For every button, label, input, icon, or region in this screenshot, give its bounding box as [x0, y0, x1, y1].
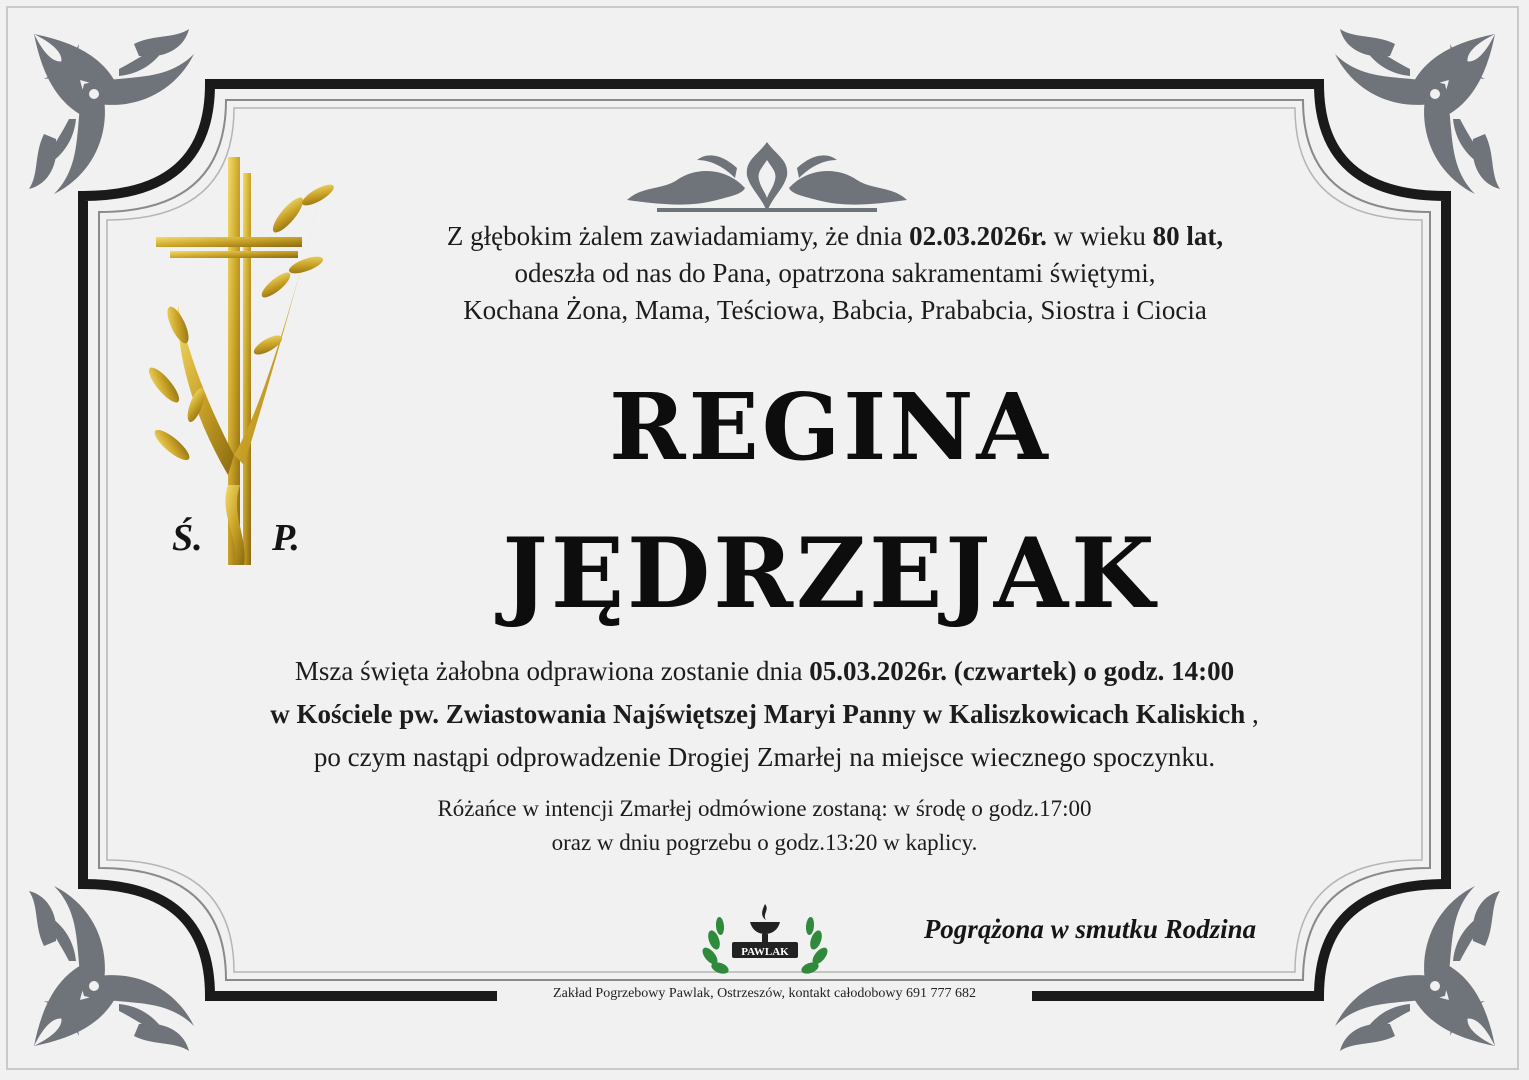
cross-icon — [148, 155, 338, 575]
sp-initial-s: Ś. — [172, 517, 203, 559]
mass-text-part: Msza święta żałobna odprawiona zostanie dnia — [294, 656, 810, 686]
intro-line-1 — [330, 218, 1340, 255]
corner-ornament-icon — [24, 866, 214, 1056]
top-ornament-icon — [617, 138, 917, 218]
rosary-line-2: oraz w dniu pogrzebu o godz.13:20 w kaplicy. — [551, 830, 978, 855]
deceased-last-name: JĘDRZEJAK — [502, 517, 1158, 630]
footer-contact — [497, 986, 1032, 1002]
mass-line-2 — [150, 693, 1379, 736]
funeral-home-logo — [700, 900, 830, 980]
footer-text: Zakład Pogrzebowy Pawlak, Ostrzeszów, kontakt całodobowy 691 777 682 — [543, 986, 986, 1001]
sp-initial-p: P. — [272, 517, 300, 559]
mass-info — [150, 650, 1379, 779]
rosary-info — [250, 792, 1279, 860]
intro-line-2: odeszła od nas do Pana, opatrzona sakramentami świętymi, — [514, 258, 1156, 288]
intro-line-3: Kochana Żona, Mama, Teściowa, Babcia, Prababcia, Siostra i Ciocia — [463, 295, 1207, 325]
corner-ornament-icon — [1315, 866, 1505, 1056]
intro-text — [330, 218, 1340, 329]
mass-text-part: , — [1245, 699, 1259, 729]
death-date: 02.03.2026r. — [909, 221, 1047, 251]
rosary-line-1: Różańce w intencji Zmarłej odmówione zostaną: w środę o godz.17:00 — [437, 796, 1092, 821]
intro-text-part: w wieku — [1046, 221, 1153, 251]
age: 80 lat, — [1152, 221, 1224, 251]
deceased-first-name: REGINA — [609, 373, 1051, 481]
mass-date-time: 05.03.2026r. (czwartek) o godz. 14:00 — [809, 656, 1235, 686]
mass-line-1 — [150, 650, 1379, 693]
logo-text: PAWLAK — [741, 946, 789, 958]
church-name: w Kościele pw. Zwiastowania Najświętszej Maryi Panny w Kaliszkowicach Kaliskich — [270, 699, 1246, 729]
corner-ornament-icon — [1315, 24, 1505, 214]
family-signature: Pogrążona w smutku Rodzina — [923, 914, 1257, 944]
intro-text-part: Z głębokim żalem zawiadamiamy, że dnia — [446, 221, 910, 251]
mass-line-3: po czym nastąpi odprowadzenie Drogiej Zmarłej na miejsce wiecznego spoczynku. — [313, 742, 1216, 772]
